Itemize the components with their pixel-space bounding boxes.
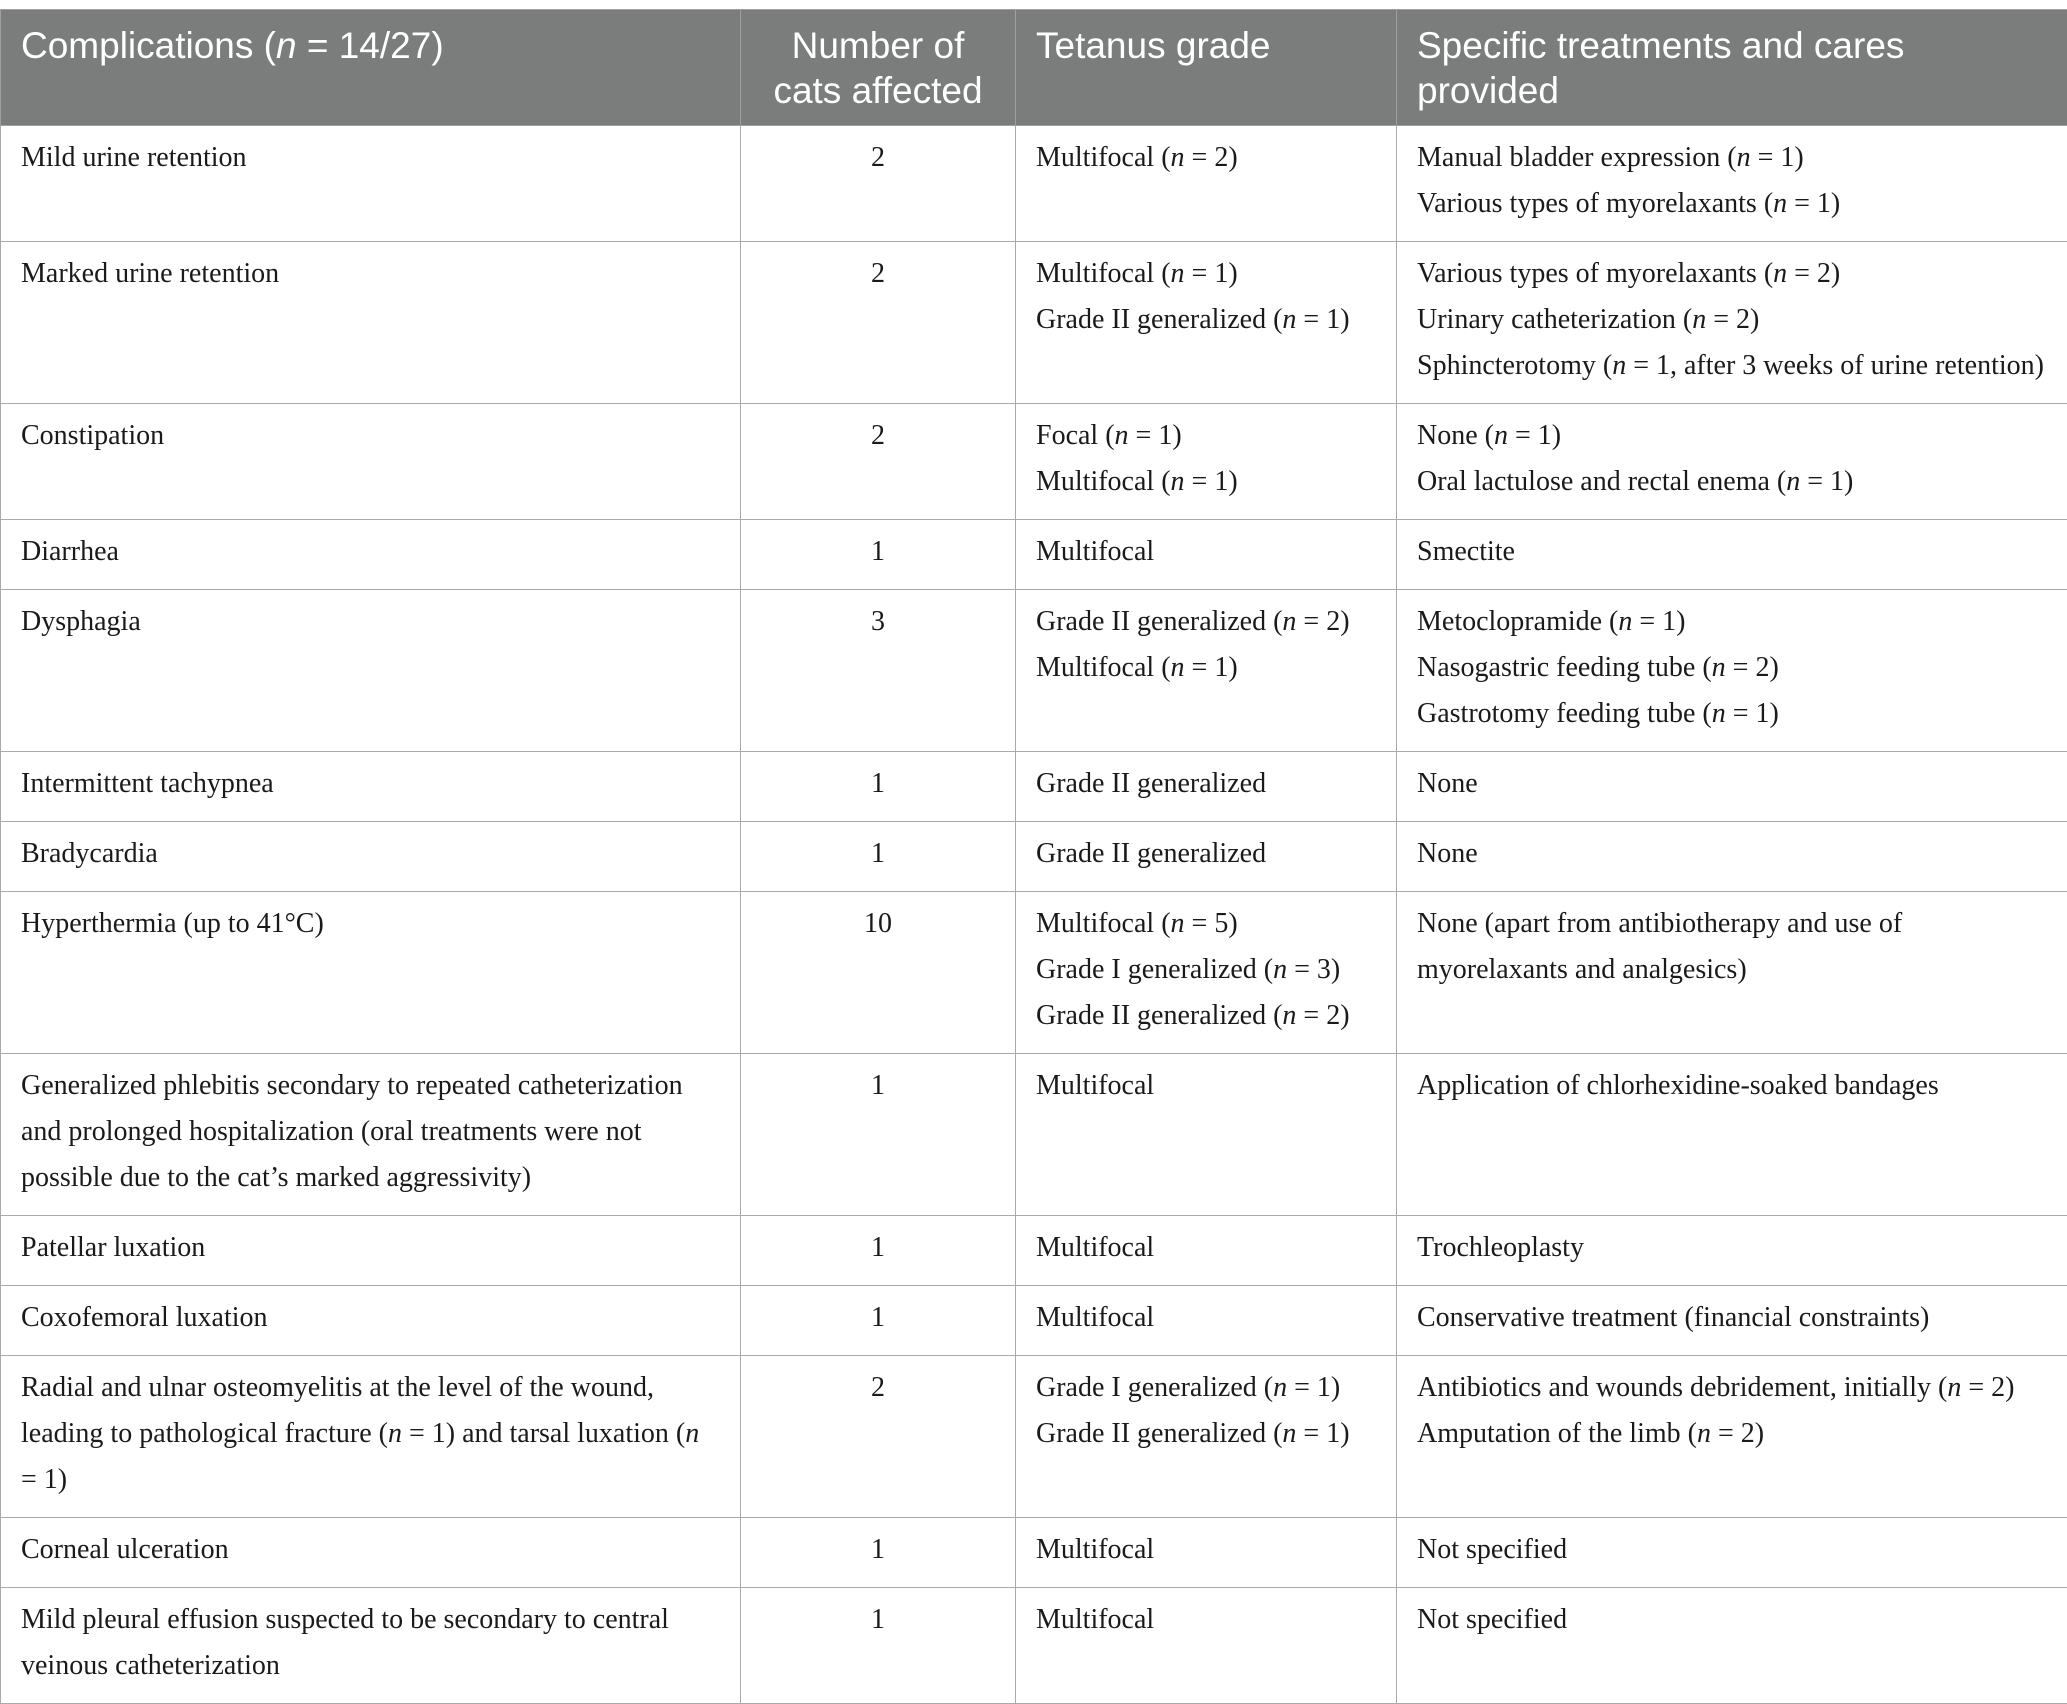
cell-complication xyxy=(1,752,741,822)
cell-complication xyxy=(1,590,741,752)
cell-treatments xyxy=(1397,1356,2067,1518)
cell-complication xyxy=(1,1054,741,1216)
cell-cats-affected: 2 xyxy=(741,404,1016,520)
complication-text: Bradycardia xyxy=(21,831,720,877)
grade-entry: Grade II generalized (n = 1) xyxy=(1036,297,1376,343)
cell-treatments xyxy=(1397,892,2067,1054)
complication-text: Intermittent tachypnea xyxy=(21,761,720,807)
table-row xyxy=(1,404,2067,520)
cell-complication xyxy=(1,520,741,590)
cell-tetanus-grade xyxy=(1016,590,1397,752)
header-row xyxy=(1,10,2067,126)
cell-treatments xyxy=(1397,1054,2067,1216)
table-row xyxy=(1,1356,2067,1518)
complication-text: Mild urine retention xyxy=(21,135,720,181)
cell-treatments xyxy=(1397,822,2067,892)
treatment-entry: Various types of myorelaxants (n = 2) xyxy=(1417,251,2047,297)
header-cats-affected: Number of cats affected xyxy=(741,10,1016,126)
complication-text: Coxofemoral luxation xyxy=(21,1295,720,1341)
cell-treatments xyxy=(1397,404,2067,520)
cell-treatments xyxy=(1397,242,2067,404)
treatment-entry: Various types of myorelaxants (n = 1) xyxy=(1417,181,2047,227)
grade-entry: Multifocal xyxy=(1036,1295,1376,1341)
complication-text: Dysphagia xyxy=(21,599,720,645)
treatment-entry: Trochleoplasty xyxy=(1417,1225,2047,1271)
grade-entry: Grade II generalized (n = 2) xyxy=(1036,993,1376,1039)
table-row xyxy=(1,892,2067,1054)
table-body xyxy=(1,126,2067,1704)
grade-entry: Multifocal xyxy=(1036,529,1376,575)
cell-tetanus-grade xyxy=(1016,1054,1397,1216)
table-row xyxy=(1,590,2067,752)
treatment-entry: Oral lactulose and rectal enema (n = 1) xyxy=(1417,459,2047,505)
complication-text: Patellar luxation xyxy=(21,1225,720,1271)
cell-complication xyxy=(1,1216,741,1286)
header-complications xyxy=(1,10,741,126)
grade-entry: Grade II generalized (n = 2) xyxy=(1036,599,1376,645)
cell-treatments xyxy=(1397,1286,2067,1356)
complication-text: Corneal ulceration xyxy=(21,1527,720,1573)
cell-complication xyxy=(1,822,741,892)
cell-cats-affected: 2 xyxy=(741,126,1016,242)
complication-text: Generalized phlebitis secondary to repeated catheterization and prolonged hospitalization (oral treatments were not possible due to the cat’s marked aggressivity) xyxy=(21,1063,720,1201)
cell-cats-affected: 1 xyxy=(741,520,1016,590)
header-complications-n: n xyxy=(276,25,297,66)
treatment-entry: Amputation of the limb (n = 2) xyxy=(1417,1411,2047,1457)
grade-entry: Grade II generalized xyxy=(1036,761,1376,807)
treatment-entry: Nasogastric feeding tube (n = 2) xyxy=(1417,645,2047,691)
treatment-entry: Manual bladder expression (n = 1) xyxy=(1417,135,2047,181)
cell-treatments xyxy=(1397,1216,2067,1286)
table-row xyxy=(1,1216,2067,1286)
cell-cats-affected: 1 xyxy=(741,1216,1016,1286)
grade-entry: Multifocal xyxy=(1036,1225,1376,1271)
complications-table-container xyxy=(0,9,2067,1704)
grade-entry: Grade I generalized (n = 1) xyxy=(1036,1365,1376,1411)
cell-tetanus-grade xyxy=(1016,126,1397,242)
treatment-entry: None (n = 1) xyxy=(1417,413,2047,459)
table-header xyxy=(1,10,2067,126)
treatment-entry: Application of chlorhexidine-soaked bandages xyxy=(1417,1063,2047,1109)
treatment-entry: Antibiotics and wounds debridement, initially (n = 2) xyxy=(1417,1365,2047,1411)
grade-entry: Multifocal xyxy=(1036,1527,1376,1573)
treatment-entry: Metoclopramide (n = 1) xyxy=(1417,599,2047,645)
grade-entry: Grade II generalized (n = 1) xyxy=(1036,1411,1376,1457)
complication-text: Constipation xyxy=(21,413,720,459)
header-tetanus-grade: Tetanus grade xyxy=(1016,10,1397,126)
cell-cats-affected: 1 xyxy=(741,752,1016,822)
cell-complication xyxy=(1,892,741,1054)
cell-tetanus-grade xyxy=(1016,1356,1397,1518)
cell-cats-affected: 2 xyxy=(741,1356,1016,1518)
header-complications-suffix: = 14/27) xyxy=(297,25,444,66)
grade-entry: Multifocal xyxy=(1036,1063,1376,1109)
complications-table xyxy=(0,9,2067,1704)
cell-treatments xyxy=(1397,126,2067,242)
table-row xyxy=(1,1286,2067,1356)
treatment-entry: None xyxy=(1417,761,2047,807)
treatment-entry: None xyxy=(1417,831,2047,877)
grade-entry: Focal (n = 1) xyxy=(1036,413,1376,459)
cell-complication xyxy=(1,1286,741,1356)
grade-entry: Multifocal (n = 5) xyxy=(1036,901,1376,947)
cell-complication xyxy=(1,1588,741,1704)
cell-cats-affected: 1 xyxy=(741,1588,1016,1704)
complication-text: Radial and ulnar osteomyelitis at the level of the wound, leading to pathological fracture (n = 1) and tarsal luxation (n = 1) xyxy=(21,1365,720,1503)
cell-cats-affected: 1 xyxy=(741,1286,1016,1356)
cell-tetanus-grade xyxy=(1016,520,1397,590)
cell-tetanus-grade xyxy=(1016,752,1397,822)
header-treatments: Specific treatments and cares provided xyxy=(1397,10,2067,126)
table-row xyxy=(1,126,2067,242)
grade-entry: Multifocal (n = 1) xyxy=(1036,645,1376,691)
treatment-entry: None (apart from antibiotherapy and use of myorelaxants and analgesics) xyxy=(1417,901,2047,993)
table-row xyxy=(1,1518,2067,1588)
treatment-entry: Not specified xyxy=(1417,1597,2047,1643)
treatment-entry: Smectite xyxy=(1417,529,2047,575)
cell-cats-affected: 2 xyxy=(741,242,1016,404)
cell-cats-affected: 10 xyxy=(741,892,1016,1054)
cell-cats-affected: 1 xyxy=(741,1518,1016,1588)
cell-complication xyxy=(1,404,741,520)
complication-text: Diarrhea xyxy=(21,529,720,575)
complication-text: Marked urine retention xyxy=(21,251,720,297)
cell-treatments xyxy=(1397,590,2067,752)
cell-tetanus-grade xyxy=(1016,1518,1397,1588)
grade-entry: Multifocal (n = 1) xyxy=(1036,459,1376,505)
table-row xyxy=(1,1588,2067,1704)
cell-complication xyxy=(1,242,741,404)
cell-treatments xyxy=(1397,1588,2067,1704)
table-row xyxy=(1,822,2067,892)
cell-cats-affected: 1 xyxy=(741,822,1016,892)
header-complications-prefix: Complications ( xyxy=(21,25,276,66)
cell-tetanus-grade xyxy=(1016,1216,1397,1286)
table-row xyxy=(1,752,2067,822)
grade-entry: Multifocal xyxy=(1036,1597,1376,1643)
table-row xyxy=(1,520,2067,590)
table-row xyxy=(1,242,2067,404)
cell-tetanus-grade xyxy=(1016,822,1397,892)
complication-text: Hyperthermia (up to 41°C) xyxy=(21,901,720,947)
treatment-entry: Gastrotomy feeding tube (n = 1) xyxy=(1417,691,2047,737)
cell-treatments xyxy=(1397,752,2067,822)
treatment-entry: Conservative treatment (financial constraints) xyxy=(1417,1295,2047,1341)
grade-entry: Multifocal (n = 2) xyxy=(1036,135,1376,181)
grade-entry: Grade I generalized (n = 3) xyxy=(1036,947,1376,993)
complication-text: Mild pleural effusion suspected to be secondary to central veinous catheterization xyxy=(21,1597,720,1689)
cell-treatments xyxy=(1397,520,2067,590)
cell-tetanus-grade xyxy=(1016,1588,1397,1704)
cell-tetanus-grade xyxy=(1016,242,1397,404)
table-row xyxy=(1,1054,2067,1216)
grade-entry: Multifocal (n = 1) xyxy=(1036,251,1376,297)
cell-tetanus-grade xyxy=(1016,1286,1397,1356)
cell-complication xyxy=(1,1356,741,1518)
treatment-entry: Not specified xyxy=(1417,1527,2047,1573)
cell-tetanus-grade xyxy=(1016,404,1397,520)
cell-complication xyxy=(1,126,741,242)
treatment-entry: Urinary catheterization (n = 2) xyxy=(1417,297,2047,343)
cell-cats-affected: 3 xyxy=(741,590,1016,752)
cell-cats-affected: 1 xyxy=(741,1054,1016,1216)
cell-treatments xyxy=(1397,1518,2067,1588)
cell-complication xyxy=(1,1518,741,1588)
cell-tetanus-grade xyxy=(1016,892,1397,1054)
grade-entry: Grade II generalized xyxy=(1036,831,1376,877)
treatment-entry: Sphincterotomy (n = 1, after 3 weeks of urine retention) xyxy=(1417,343,2047,389)
